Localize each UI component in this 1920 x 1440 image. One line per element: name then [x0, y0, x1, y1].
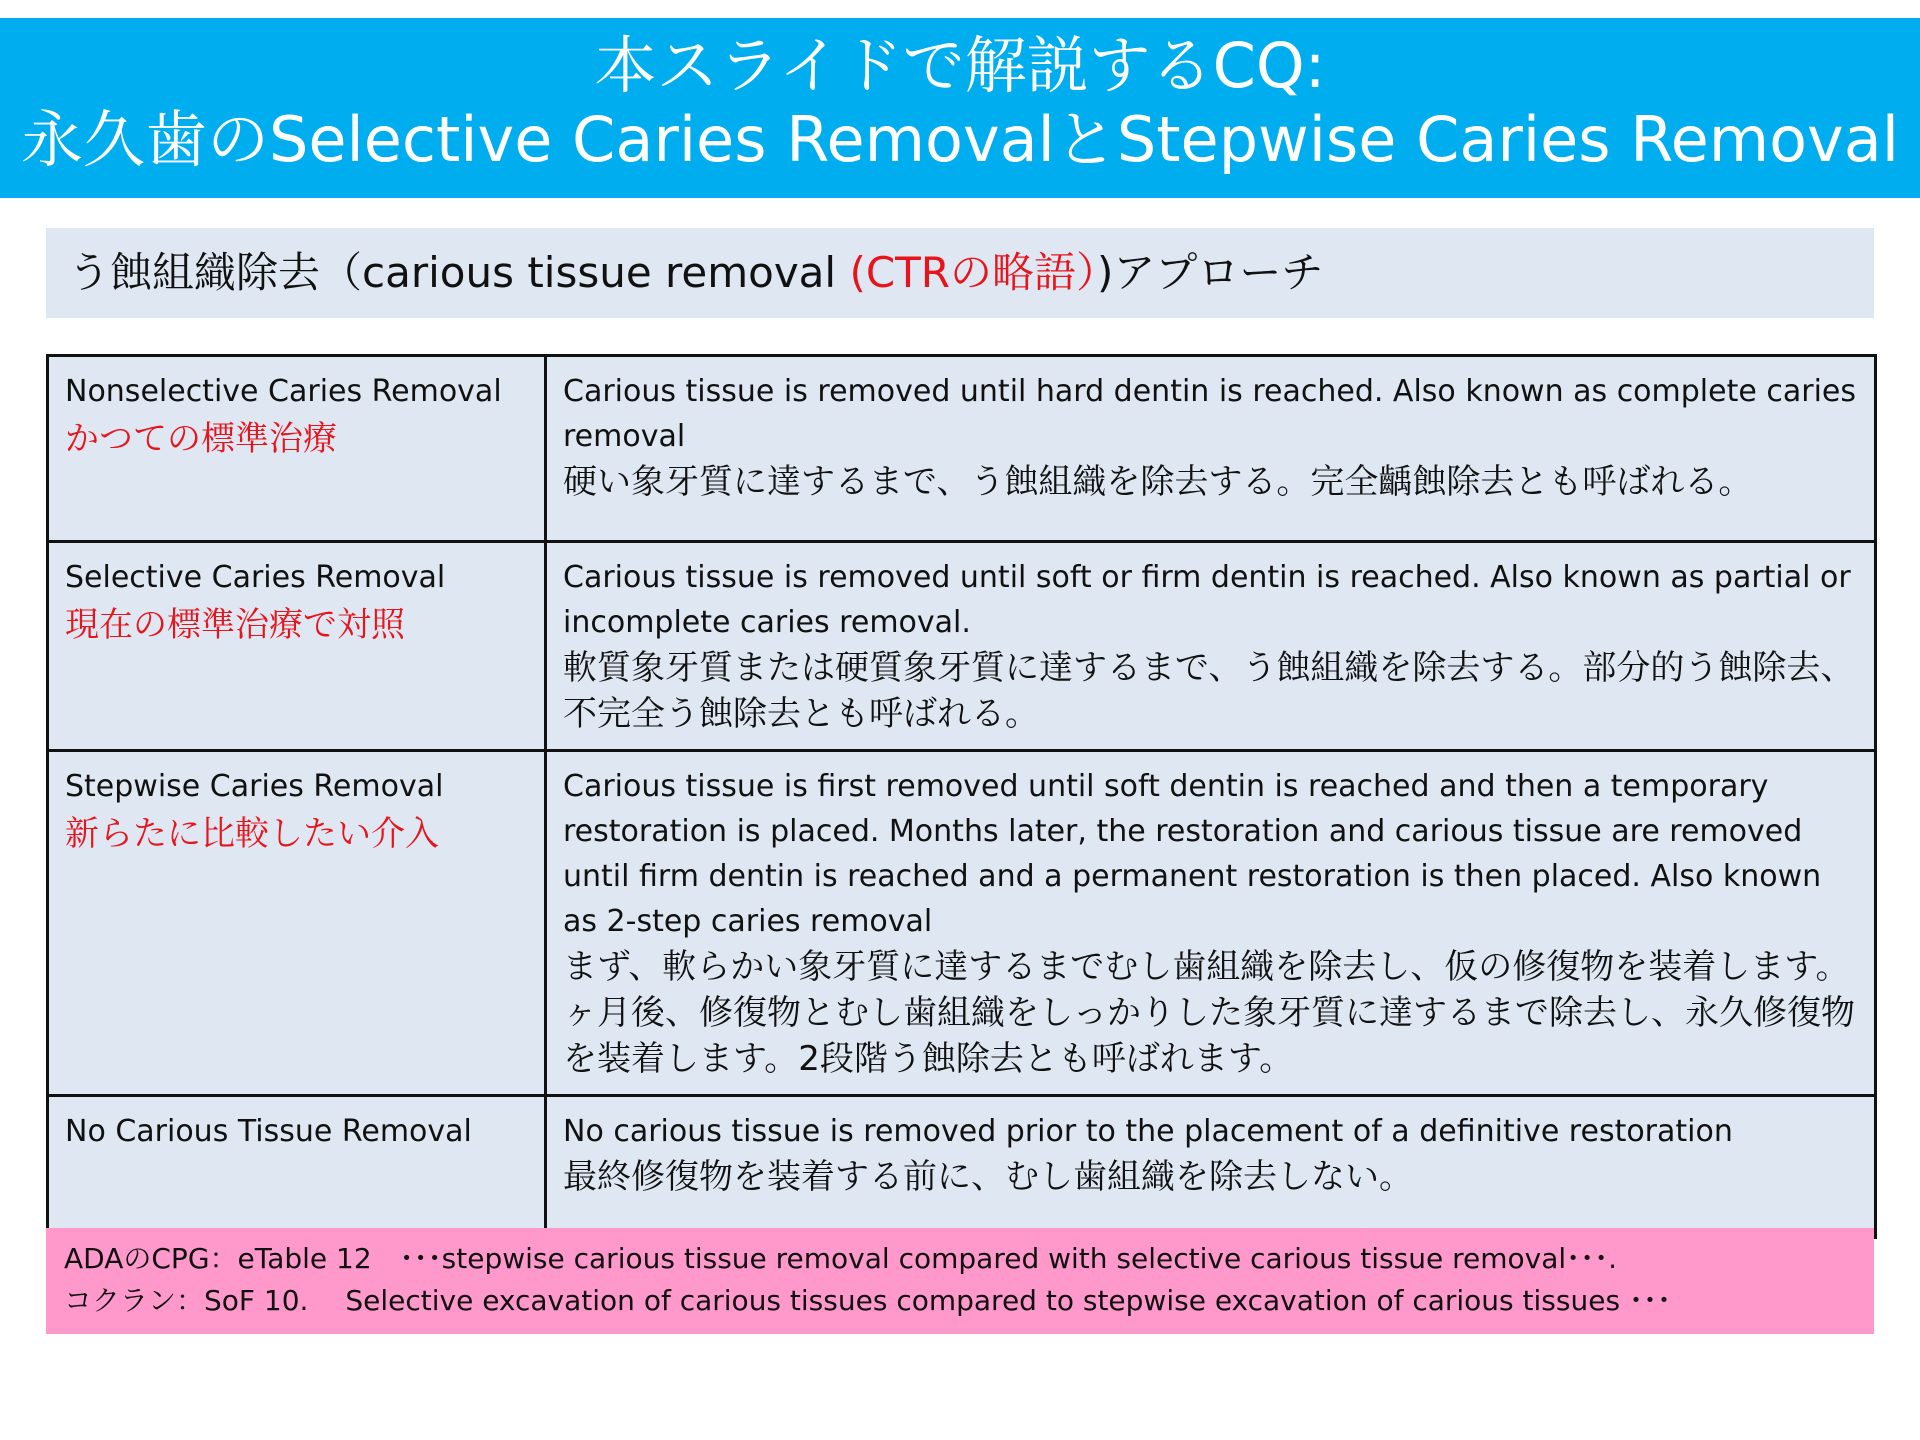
- description-ja: 最終修復物を装着する前に、むし歯組織を除去しない。: [563, 1157, 1413, 1197]
- description-en: Carious tissue is removed until hard dentin is reached. Also known as complete caries removal: [563, 374, 1856, 454]
- approach-cell: [48, 751, 546, 1096]
- approach-cell: [48, 1096, 546, 1238]
- description-en: No carious tissue is removed prior to the placement of a definitive restoration: [563, 1114, 1733, 1149]
- table-row: [48, 1096, 1876, 1238]
- reference-cochrane: コクラン：SoF 10. Selective excavation of carious tissues compared to stepwise excavation of carious tissues ･･･: [64, 1284, 1671, 1317]
- description-en: Carious tissue is removed until soft or firm dentin is reached. Also known as partial or incomplete caries removal.: [563, 560, 1851, 640]
- approach-name-en: Nonselective Caries Removal: [65, 374, 502, 409]
- approach-name-en: No Carious Tissue Removal: [65, 1114, 472, 1149]
- description-cell: [546, 356, 1876, 542]
- description-en: Carious tissue is first removed until soft dentin is reached and then a temporary restoration is placed. Months later, the restoration and carious tissue are removed until firm dentin is reached and a permanent restoration is then placed. Also known as 2-step caries removal: [563, 769, 1822, 939]
- title-line-1: 本スライドで解説するCQ:: [594, 29, 1326, 102]
- table-row: [48, 356, 1876, 542]
- subtitle-suffix: )アプローチ: [1097, 248, 1324, 297]
- subtitle-highlight: (CTRの略語）: [849, 248, 1097, 297]
- table-row: [48, 542, 1876, 751]
- approach-note-ja: かつての標準治療: [65, 419, 337, 459]
- description-ja: 軟質象牙質または硬質象牙質に達するまで、う蝕組織を除去する。部分的う蝕除去、不完全う蝕除去とも呼ばれる。: [563, 648, 1855, 734]
- approach-cell: [48, 542, 546, 751]
- description-cell: [546, 542, 1876, 751]
- description-ja: 硬い象牙質に達するまで、う蝕組織を除去する。完全齲蝕除去とも呼ばれる。: [563, 462, 1753, 502]
- subtitle-prefix: う蝕組織除去（carious tissue removal: [68, 248, 850, 297]
- approach-name-en: Selective Caries Removal: [65, 560, 446, 595]
- approach-note-ja: 現在の標準治療で対照: [65, 605, 405, 645]
- description-cell: [546, 1096, 1876, 1238]
- description-ja: まず、軟らかい象牙質に達するまでむし歯組織を除去し、仮の修復物を装着します。ヶ月後、修復物とむし歯組織をしっかりした象牙質に達するまで除去し、永久修復物を装着します。2段階う蝕除去とも呼ばれます。: [563, 947, 1855, 1079]
- description-cell: [546, 751, 1876, 1096]
- title-line-2: 永久歯のSelective Caries RemovalとStepwise Caries Removal: [21, 103, 1899, 176]
- reference-ada: ADAのCPG：eTable 12 ･･･stepwise carious tissue removal compared with selective carious tissue removal･･･.: [64, 1242, 1618, 1275]
- approach-cell: [48, 356, 546, 542]
- approach-name-en: Stepwise Caries Removal: [65, 769, 444, 804]
- approach-note-ja: 新らたに比較したい介入: [65, 814, 439, 854]
- caries-removal-table: [46, 354, 1877, 1239]
- reference-box: [46, 1228, 1874, 1334]
- table-row: [48, 751, 1876, 1096]
- subtitle-bar: [46, 228, 1874, 318]
- title-banner: [0, 18, 1920, 198]
